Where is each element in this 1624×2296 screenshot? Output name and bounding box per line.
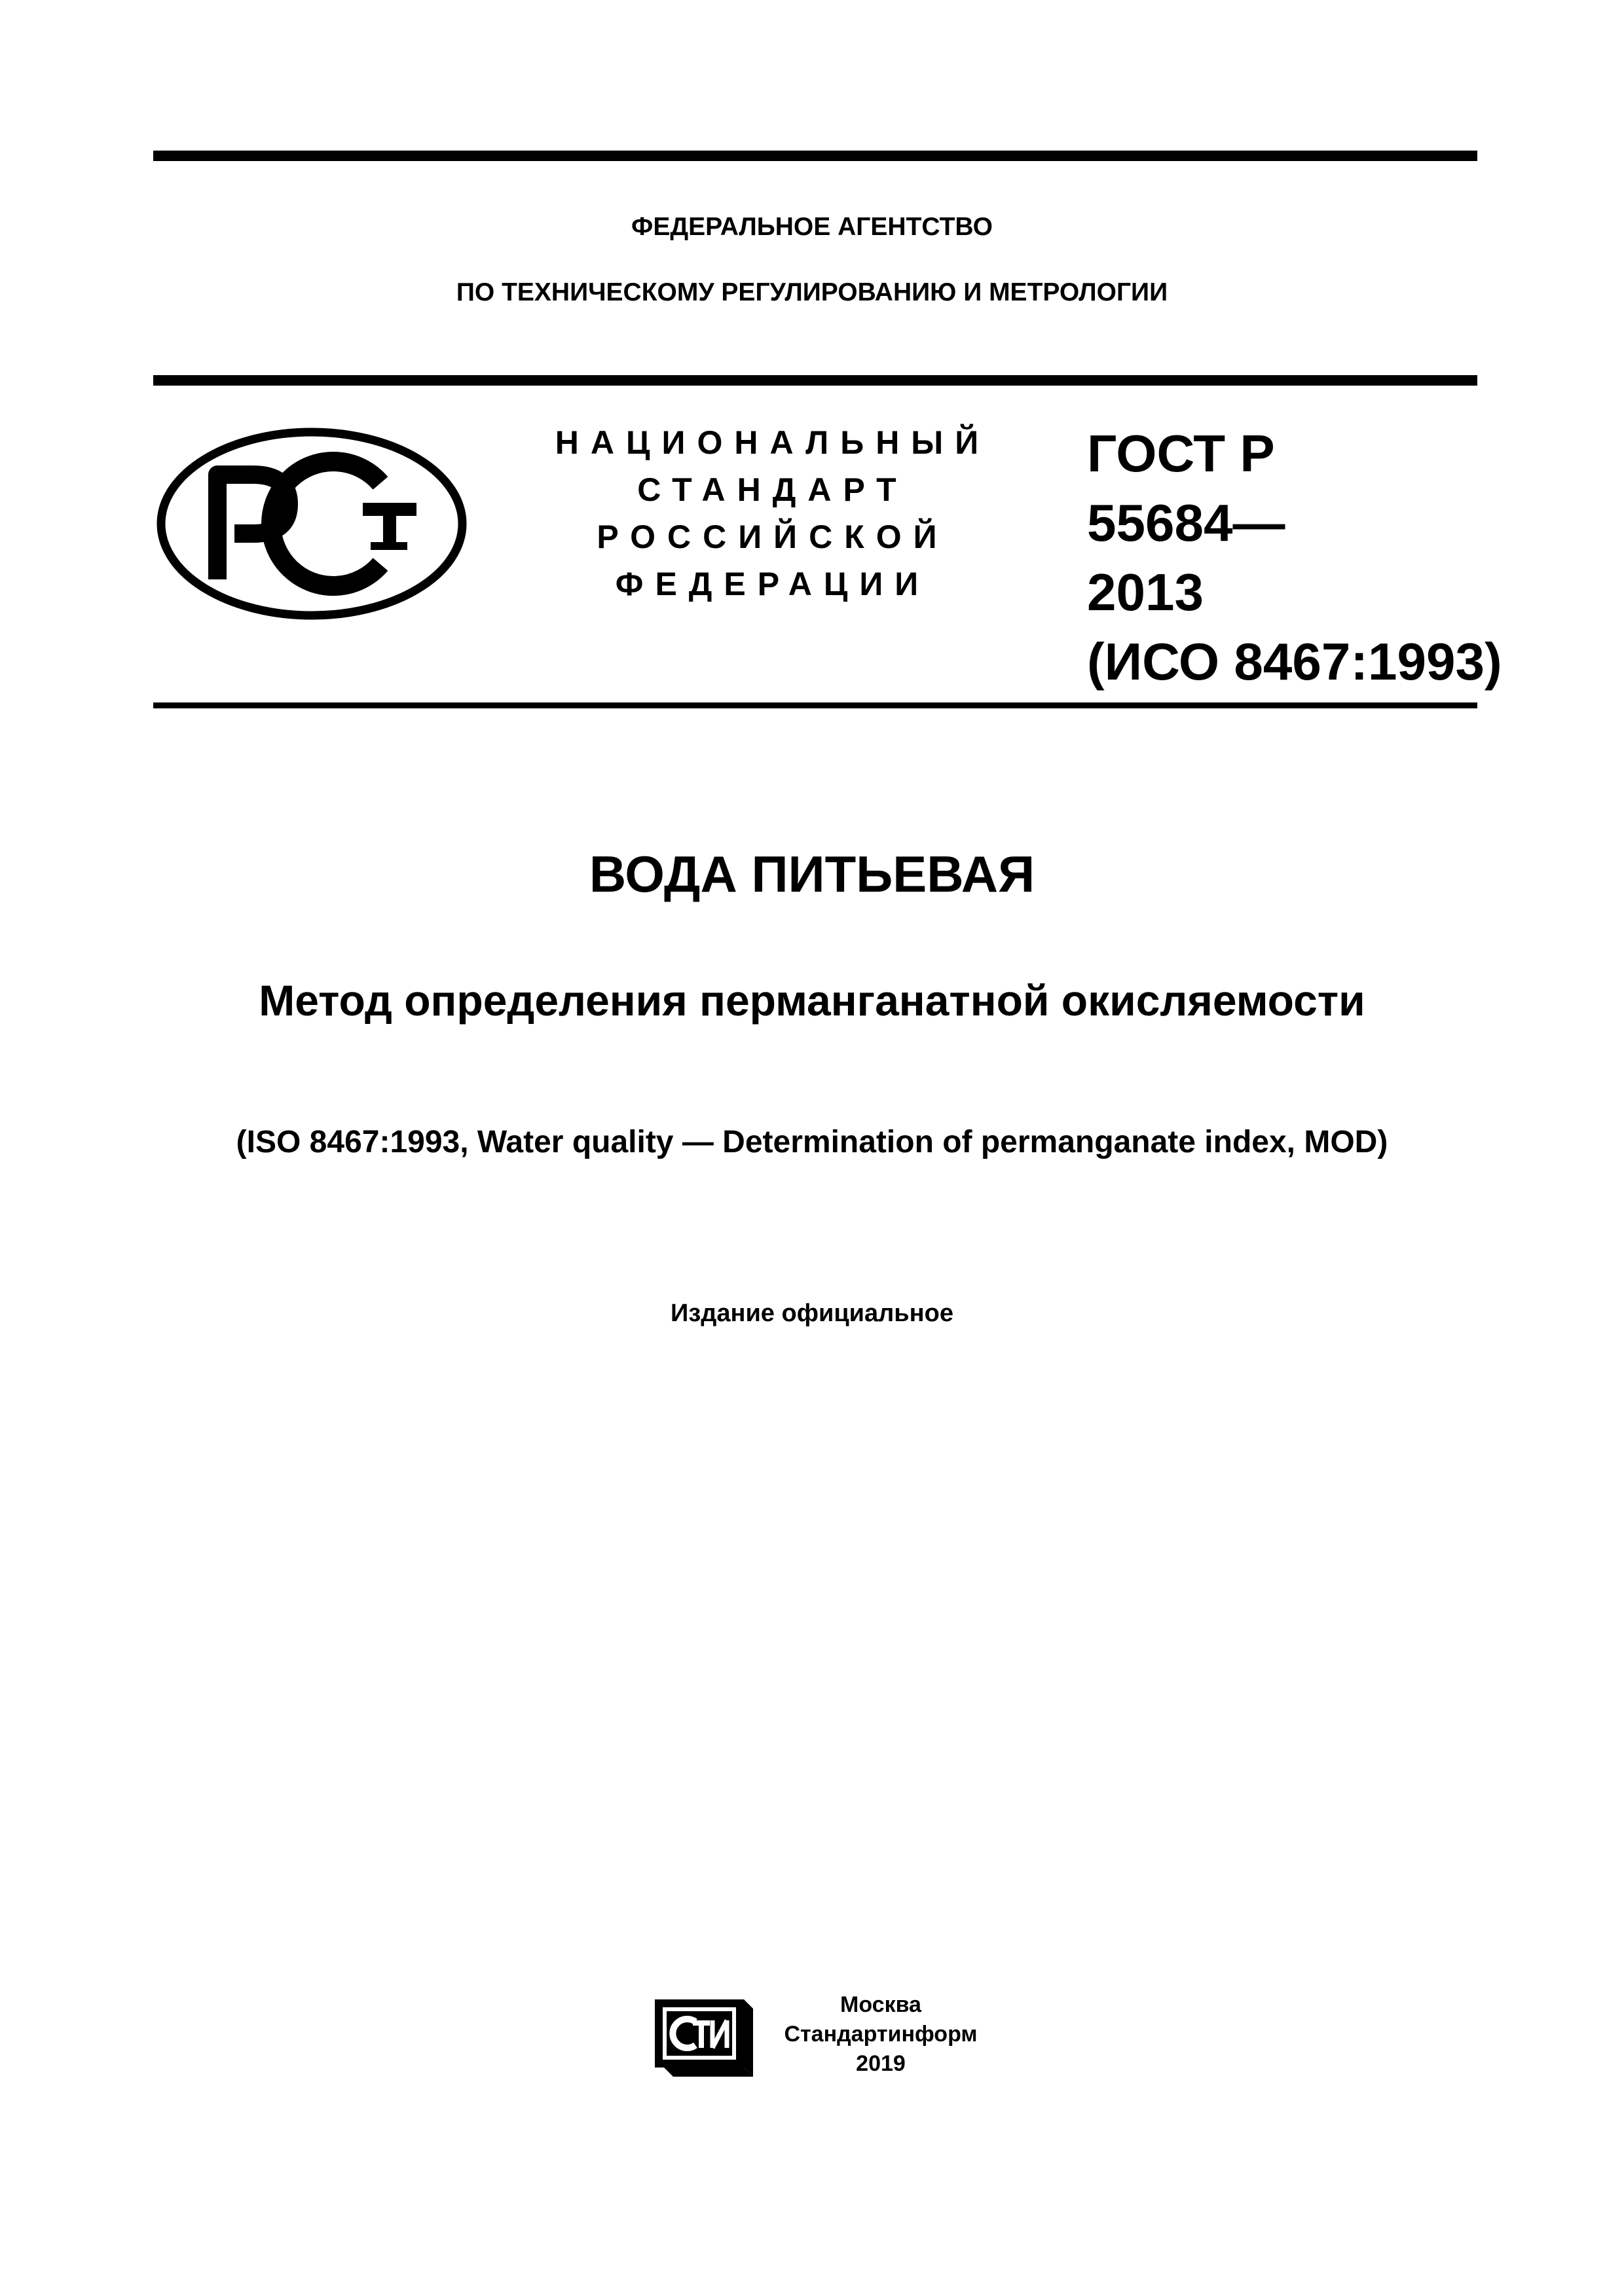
- iso-equivalent: (ИСО 8467:1993): [1087, 632, 1502, 691]
- national-standard-block: [550, 419, 995, 608]
- national-standard-line-1: НАЦИОНАЛЬНЫЙ: [555, 424, 991, 461]
- national-standard-line-3: РОССИЙСКОЙ: [597, 519, 949, 555]
- document-title: ВОДА ПИТЬЕВАЯ: [589, 845, 1035, 903]
- publisher-name: Стандартинформ: [784, 2022, 978, 2047]
- publication-year: 2019: [856, 2051, 906, 2076]
- standard-year: 2013: [1087, 563, 1204, 621]
- header-bottom-divider: [153, 702, 1477, 708]
- standartinform-logo-icon: [655, 1990, 753, 2077]
- iso-reference: (ISO 8467:1993, Water quality — Determination of permanganate index, MOD): [236, 1125, 1388, 1159]
- agency-name-line-1: ФЕДЕРАЛЬНОЕ АГЕНТСТВО: [631, 213, 993, 241]
- national-standard-line-2: СТАНДАРТ: [637, 471, 908, 508]
- publisher-city: Москва: [840, 1992, 921, 2017]
- standard-code: ГОСТ Р: [1087, 424, 1275, 483]
- agency-name-line-2: ПО ТЕХНИЧЕСКОМУ РЕГУЛИРОВАНИЮ И МЕТРОЛОГИИ: [456, 278, 1168, 306]
- top-divider: [153, 151, 1477, 161]
- edition-note: Издание официальное: [671, 1300, 953, 1327]
- national-standard-line-4: ФЕДЕРАЦИИ: [615, 566, 931, 602]
- publisher-block: [773, 1990, 989, 2079]
- pct-certification-icon: [155, 426, 469, 622]
- header-divider: [153, 375, 1477, 386]
- document-subtitle: Метод определения перманганатной окисляемости: [259, 976, 1365, 1025]
- standard-number: 55684—: [1087, 494, 1285, 552]
- standard-number-block: [1087, 419, 1502, 697]
